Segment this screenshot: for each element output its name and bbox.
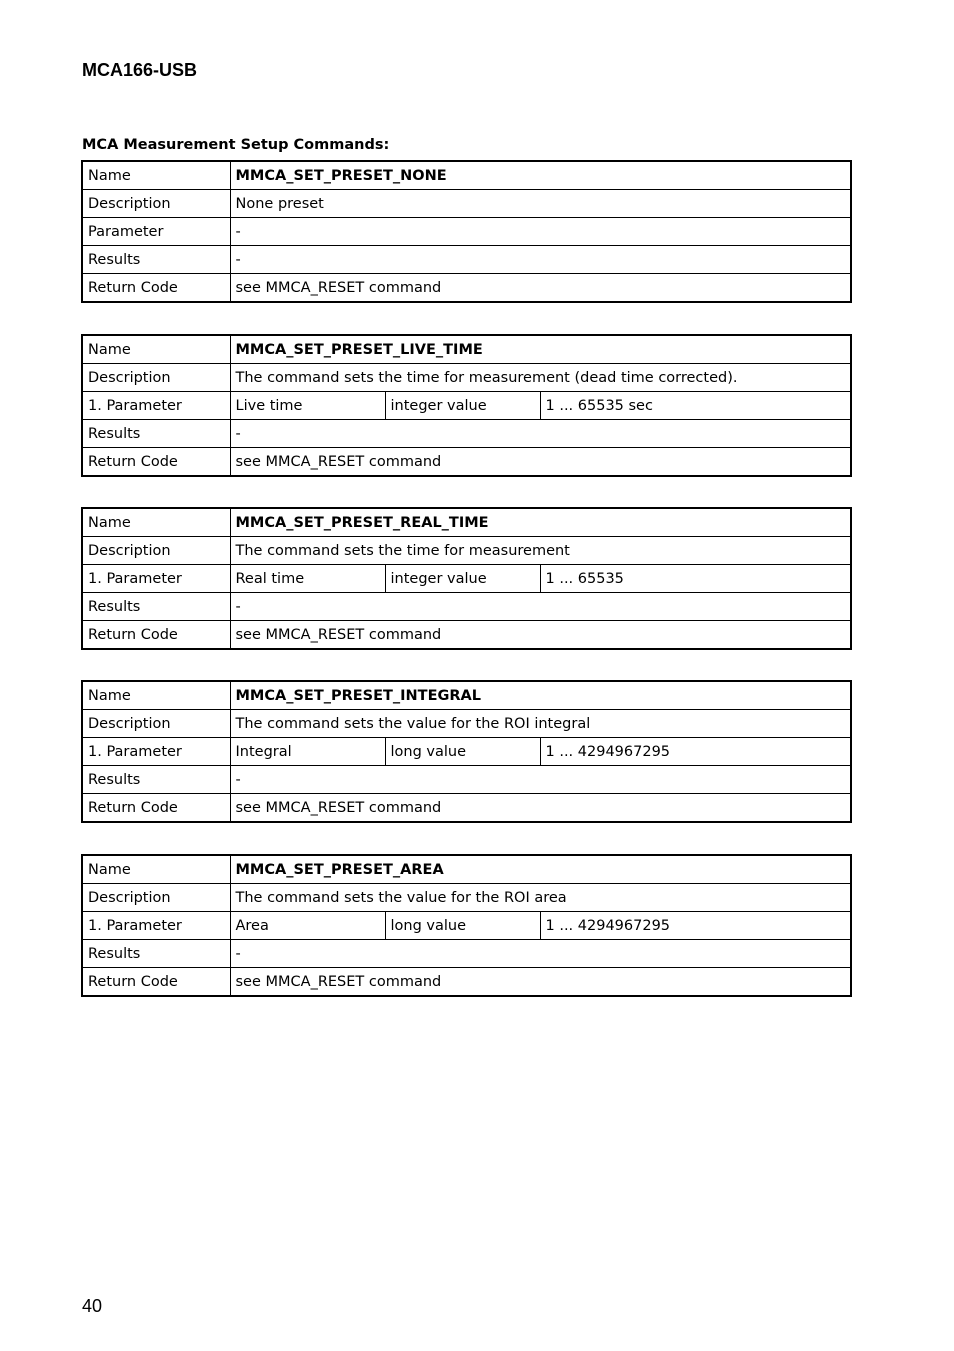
table-row-results xyxy=(82,940,851,968)
parameter-range: 1 ... 65535 xyxy=(540,565,851,593)
parameter-name: Real time xyxy=(230,565,385,593)
command-description: The command sets the time for measurement xyxy=(230,537,851,565)
row-label: Return Code xyxy=(82,794,230,823)
row-label: Description xyxy=(82,537,230,565)
return-code-value: see MMCA_RESET command xyxy=(230,274,851,303)
row-label: 1. Parameter xyxy=(82,565,230,593)
return-code-value: see MMCA_RESET command xyxy=(230,968,851,997)
parameter-type: integer value xyxy=(385,392,540,420)
command-name: MMCA_SET_PRESET_INTEGRAL xyxy=(230,681,851,710)
row-label: 1. Parameter xyxy=(82,392,230,420)
command-name: MMCA_SET_PRESET_REAL_TIME xyxy=(230,508,851,537)
table-row-name xyxy=(82,335,851,364)
command-description: The command sets the value for the ROI area xyxy=(230,884,851,912)
results-value: - xyxy=(230,766,851,794)
table-row-results xyxy=(82,593,851,621)
command-table-preset-integral xyxy=(81,680,852,823)
command-table-preset-area xyxy=(81,854,852,997)
return-code-value: see MMCA_RESET command xyxy=(230,448,851,477)
table-row-results xyxy=(82,766,851,794)
row-label: Return Code xyxy=(82,621,230,650)
row-label: Results xyxy=(82,940,230,968)
table-row-name xyxy=(82,508,851,537)
document-header-title: MCA166-USB xyxy=(82,60,198,80)
table-row-description xyxy=(82,537,851,565)
parameter-range: 1 ... 65535 sec xyxy=(540,392,851,420)
row-label: Results xyxy=(82,593,230,621)
command-name: MMCA_SET_PRESET_NONE xyxy=(230,161,851,190)
command-description: The command sets the time for measurement (dead time corrected). xyxy=(230,364,851,392)
row-label: Name xyxy=(82,508,230,537)
table-row-return-code xyxy=(82,794,851,823)
return-code-value: see MMCA_RESET command xyxy=(230,621,851,650)
table-row-parameter xyxy=(82,218,851,246)
parameter-name: Integral xyxy=(230,738,385,766)
parameter-type: long value xyxy=(385,912,540,940)
row-label: Name xyxy=(82,335,230,364)
row-label: 1. Parameter xyxy=(82,738,230,766)
results-value: - xyxy=(230,593,851,621)
results-value: - xyxy=(230,940,851,968)
table-row-return-code xyxy=(82,448,851,477)
table-row-description xyxy=(82,884,851,912)
command-description: None preset xyxy=(230,190,851,218)
row-label: Description xyxy=(82,884,230,912)
table-row-description xyxy=(82,710,851,738)
page-number: 40 xyxy=(82,1296,103,1316)
parameter-name: Live time xyxy=(230,392,385,420)
table-row-parameter xyxy=(82,738,851,766)
table-row-description xyxy=(82,190,851,218)
row-label: Description xyxy=(82,710,230,738)
table-row-return-code xyxy=(82,621,851,650)
command-name: MMCA_SET_PRESET_AREA xyxy=(230,855,851,884)
row-label: Results xyxy=(82,766,230,794)
command-table-preset-none xyxy=(81,160,852,303)
table-row-parameter xyxy=(82,912,851,940)
section-title: MCA Measurement Setup Commands: xyxy=(82,137,390,153)
table-row-results xyxy=(82,246,851,274)
parameter-range: 1 ... 4294967295 xyxy=(540,912,851,940)
row-label: Results xyxy=(82,246,230,274)
row-label: Results xyxy=(82,420,230,448)
results-value: - xyxy=(230,246,851,274)
row-label: Description xyxy=(82,364,230,392)
row-label: Parameter xyxy=(82,218,230,246)
row-label: Return Code xyxy=(82,968,230,997)
row-label: Return Code xyxy=(82,274,230,303)
row-label: 1. Parameter xyxy=(82,912,230,940)
command-table-preset-live-time xyxy=(81,334,852,477)
table-row-parameter xyxy=(82,392,851,420)
table-row-return-code xyxy=(82,968,851,997)
command-table-preset-real-time xyxy=(81,507,852,650)
row-label: Return Code xyxy=(82,448,230,477)
results-value: - xyxy=(230,420,851,448)
command-name: MMCA_SET_PRESET_LIVE_TIME xyxy=(230,335,851,364)
table-row-name xyxy=(82,681,851,710)
parameter-value: - xyxy=(230,218,851,246)
row-label: Description xyxy=(82,190,230,218)
table-row-name xyxy=(82,855,851,884)
row-label: Name xyxy=(82,161,230,190)
parameter-range: 1 ... 4294967295 xyxy=(540,738,851,766)
parameter-name: Area xyxy=(230,912,385,940)
parameter-type: long value xyxy=(385,738,540,766)
table-row-description xyxy=(82,364,851,392)
row-label: Name xyxy=(82,681,230,710)
command-description: The command sets the value for the ROI integral xyxy=(230,710,851,738)
table-row-return-code xyxy=(82,274,851,303)
return-code-value: see MMCA_RESET command xyxy=(230,794,851,823)
row-label: Name xyxy=(82,855,230,884)
table-row-parameter xyxy=(82,565,851,593)
table-row-name xyxy=(82,161,851,190)
parameter-type: integer value xyxy=(385,565,540,593)
table-row-results xyxy=(82,420,851,448)
